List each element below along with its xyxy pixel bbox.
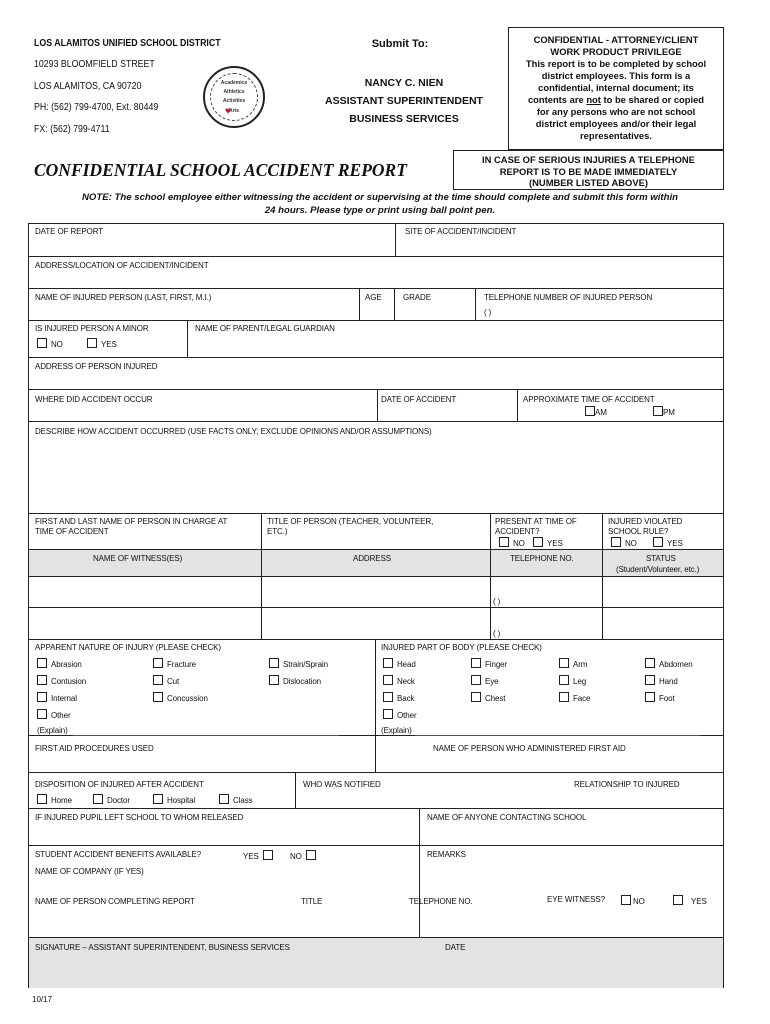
checkbox[interactable] [471,675,481,685]
benefits-label: STUDENT ACCIDENT BENEFITS AVAILABLE? [35,850,202,859]
hand-option[interactable]: Hand [645,675,678,687]
approx-time-label: APPROXIMATE TIME OF ACCIDENT [523,395,655,404]
contusion-option[interactable]: Contusion [37,675,86,687]
checkbox[interactable] [37,675,47,685]
checkbox[interactable] [383,675,393,685]
checkbox[interactable] [153,692,163,702]
class-option[interactable]: Class [219,794,253,806]
injured-phone-label: TELEPHONE NUMBER OF INJURED PERSON [484,293,653,302]
checkbox[interactable] [653,537,663,547]
accident-report-form [28,223,724,988]
checkbox[interactable] [37,338,47,348]
body-explain-line[interactable] [415,735,700,736]
internal-option[interactable]: Internal [37,692,77,704]
submit-name: NANCY C. NIEN [364,77,444,89]
checkbox[interactable] [153,794,163,804]
neck-option[interactable]: Neck [383,675,415,687]
checkbox[interactable] [269,675,279,685]
instructions-note: NOTE: The school employee either witnessing the accident or supervising at the time should complete and submit this form within 24 hours. Please type or print using ball point pen. [82,192,678,216]
district-fax: FX: (562) 799-4711 [34,124,110,135]
checkbox[interactable] [559,658,569,668]
leg-option[interactable]: Leg [559,675,586,687]
back-option[interactable]: Back [383,692,414,704]
benefits-no-option[interactable]: NO [290,850,320,862]
checkbox[interactable] [533,537,543,547]
foot-option[interactable]: Foot [645,692,675,704]
describe-label: DESCRIBE HOW ACCIDENT OCCURRED (USE FACTS ONLY; EXCLUDE OPINIONS AND/OR ASSUMPTIONS) [35,427,432,436]
district-phone: PH: (562) 799-4700, Ext. 80449 [34,102,159,113]
disposition-label: DISPOSITION OF INJURED AFTER ACCIDENT [35,780,204,789]
checkbox[interactable] [585,406,595,416]
strain-option[interactable]: Strain/Sprain [269,658,328,670]
face-option[interactable]: Face [559,692,590,704]
age-label: AGE [365,293,382,302]
district-city: LOS ALAMITOS, CA 90720 [34,81,142,92]
district-name: LOS ALAMITOS UNIFIED SCHOOL DISTRICT [34,38,221,49]
violated-yes-option[interactable]: YES [653,537,683,549]
contacting-label: NAME OF ANYONE CONTACTING SCHOOL [427,813,587,822]
person-in-charge-label: FIRST AND LAST NAME OF PERSON IN CHARGE AT TIME OF ACCIDENT [35,517,228,536]
notified-label: WHO WAS NOTIFIED [303,780,381,789]
is-minor-label: IS INJURED PERSON A MINOR [35,324,149,333]
checkbox[interactable] [93,794,103,804]
district-logo: Academics Athletics Activities Arts ♥ [203,66,265,128]
heart-icon: ♥ [225,106,231,117]
checkbox[interactable] [269,658,279,668]
witness-phone-header: TELEPHONE NO. [510,554,574,563]
minor-yes-option[interactable]: YES [87,338,117,350]
checkbox[interactable] [653,406,663,416]
checkbox[interactable] [306,850,316,860]
minor-no-option[interactable]: NO [37,338,63,350]
present-no-option[interactable]: NO [499,537,525,549]
checkbox[interactable] [621,895,631,905]
body-part-label: INJURED PART OF BODY (PLEASE CHECK) [381,643,542,652]
company-label: NAME OF COMPANY (IF YES) [35,867,144,876]
eye-option[interactable]: Eye [471,675,499,687]
completing-label: NAME OF PERSON COMPLETING REPORT [35,897,195,906]
finger-option[interactable]: Finger [471,658,507,670]
witness-phone-1: ( ) [493,597,501,606]
address-injured-label: ADDRESS OF PERSON INJURED [35,362,158,371]
checkbox[interactable] [37,709,47,719]
completing-title-label: TITLE [301,897,323,906]
cut-option[interactable]: Cut [153,675,179,687]
checkbox[interactable] [611,537,621,547]
home-option[interactable]: Home [37,794,72,806]
nature-other-option[interactable]: Other [37,709,71,721]
completing-phone-label: TELEPHONE NO. [409,897,473,906]
abdomen-option[interactable]: Abdomen [645,658,693,670]
pm-option[interactable]: PM [653,406,675,418]
checkbox[interactable] [87,338,97,348]
checkbox[interactable] [153,658,163,668]
guardian-label: NAME OF PARENT/LEGAL GUARDIAN [195,324,335,333]
checkbox[interactable] [645,692,655,702]
signature-date-label: DATE [445,943,466,952]
title-person-label: TITLE OF PERSON (TEACHER, VOLUNTEER, ETC.) [267,517,434,536]
status-subheader: (Student/Volunteer, etc.) [616,565,700,574]
nature-explain-label: (Explain) [37,726,68,735]
checkbox[interactable] [37,692,47,702]
fracture-option[interactable]: Fracture [153,658,196,670]
remarks-label: REMARKS [427,850,466,859]
address-location-label: ADDRESS/LOCATION OF ACCIDENT/INCIDENT [35,261,209,270]
checkbox[interactable] [383,658,393,668]
head-option[interactable]: Head [383,658,416,670]
abrasion-option[interactable]: Abrasion [37,658,82,670]
eye-witness-yes-option[interactable]: YES [673,895,707,907]
relationship-label: RELATIONSHIP TO INJURED [574,780,680,789]
chest-option[interactable]: Chest [471,692,505,704]
submit-dept: BUSINESS SERVICES [349,113,459,125]
doctor-option[interactable]: Doctor [93,794,130,806]
witness-phone-2: ( ) [493,629,501,638]
signature-label: SIGNATURE – ASSISTANT SUPERINTENDENT, BUSINESS SERVICES [35,943,290,952]
checkbox[interactable] [559,675,569,685]
where-label: WHERE DID ACCIDENT OCCUR [35,395,153,404]
eye-witness-no-option[interactable]: NO [621,895,645,907]
injured-name-label: NAME OF INJURED PERSON (LAST, FIRST, M.I.) [35,293,212,302]
body-explain-label: (Explain) [381,726,412,735]
site-label: SITE OF ACCIDENT/INCIDENT [405,227,517,236]
page-title: CONFIDENTIAL SCHOOL ACCIDENT REPORT [34,160,407,180]
administered-label: NAME OF PERSON WHO ADMINISTERED FIRST AID [433,744,626,753]
checkbox[interactable] [645,675,655,685]
am-option[interactable]: AM [585,406,607,418]
benefits-yes-option[interactable]: YES [243,850,277,862]
injured-phone-parens: ( ) [484,308,492,317]
hospital-option[interactable]: Hospital [153,794,195,806]
first-aid-label: FIRST AID PROCEDURES USED [35,744,154,753]
submit-title: ASSISTANT SUPERINTENDENT [325,95,483,107]
arm-option[interactable]: Arm [559,658,587,670]
checkbox[interactable] [383,692,393,702]
checkbox[interactable] [499,537,509,547]
date-of-report-label: DATE OF REPORT [35,227,104,236]
violated-no-option[interactable]: NO [611,537,637,549]
checkbox[interactable] [471,658,481,668]
phone-report-notice: IN CASE OF SERIOUS INJURIES A TELEPHONE REPORT IS TO BE MADE IMMEDIATELY (NUMBER LISTED ABOVE) [453,150,724,190]
checkbox[interactable] [673,895,683,905]
body-other-option[interactable]: Other [383,709,417,721]
checkbox[interactable] [383,709,393,719]
confidential-notice: CONFIDENTIAL - ATTORNEY/CLIENT WORK PRODUCT PRIVILEGE This report is to be completed by school district employees. This form is a confidential, internal document; its contents are not to be shared or copied for any persons who are not school district employees and/or their legal representatives. [508,27,724,150]
checkbox[interactable] [37,794,47,804]
checkbox[interactable] [471,692,481,702]
checkbox[interactable] [645,658,655,668]
checkbox[interactable] [219,794,229,804]
witness-address-header: ADDRESS [353,554,391,563]
submit-heading: Submit To: [371,38,429,50]
nature-label: APPARENT NATURE OF INJURY (PLEASE CHECK) [35,643,221,652]
nature-explain-line[interactable] [73,735,339,736]
present-yes-option[interactable]: YES [533,537,563,549]
district-street: 10293 BLOOMFIELD STREET [34,59,155,70]
violated-label: INJURED VIOLATED SCHOOL RULE? [608,517,683,536]
checkbox[interactable] [153,675,163,685]
form-revision: 10/17 [32,995,53,1004]
released-label: IF INJURED PUPIL LEFT SCHOOL TO WHOM RELEASED [35,813,244,822]
checkbox[interactable] [263,850,273,860]
witness-name-header: NAME OF WITNESS(ES) [93,554,183,563]
date-accident-label: DATE OF ACCIDENT [381,395,457,404]
checkbox[interactable] [559,692,569,702]
dislocation-option[interactable]: Dislocation [269,675,321,687]
checkbox[interactable] [37,658,47,668]
eye-witness-label: EYE WITNESS? [547,895,605,904]
grade-label: GRADE [403,293,431,302]
concussion-option[interactable]: Concussion [153,692,208,704]
present-label: PRESENT AT TIME OF ACCIDENT? [495,517,577,536]
status-header: STATUS [646,554,676,563]
